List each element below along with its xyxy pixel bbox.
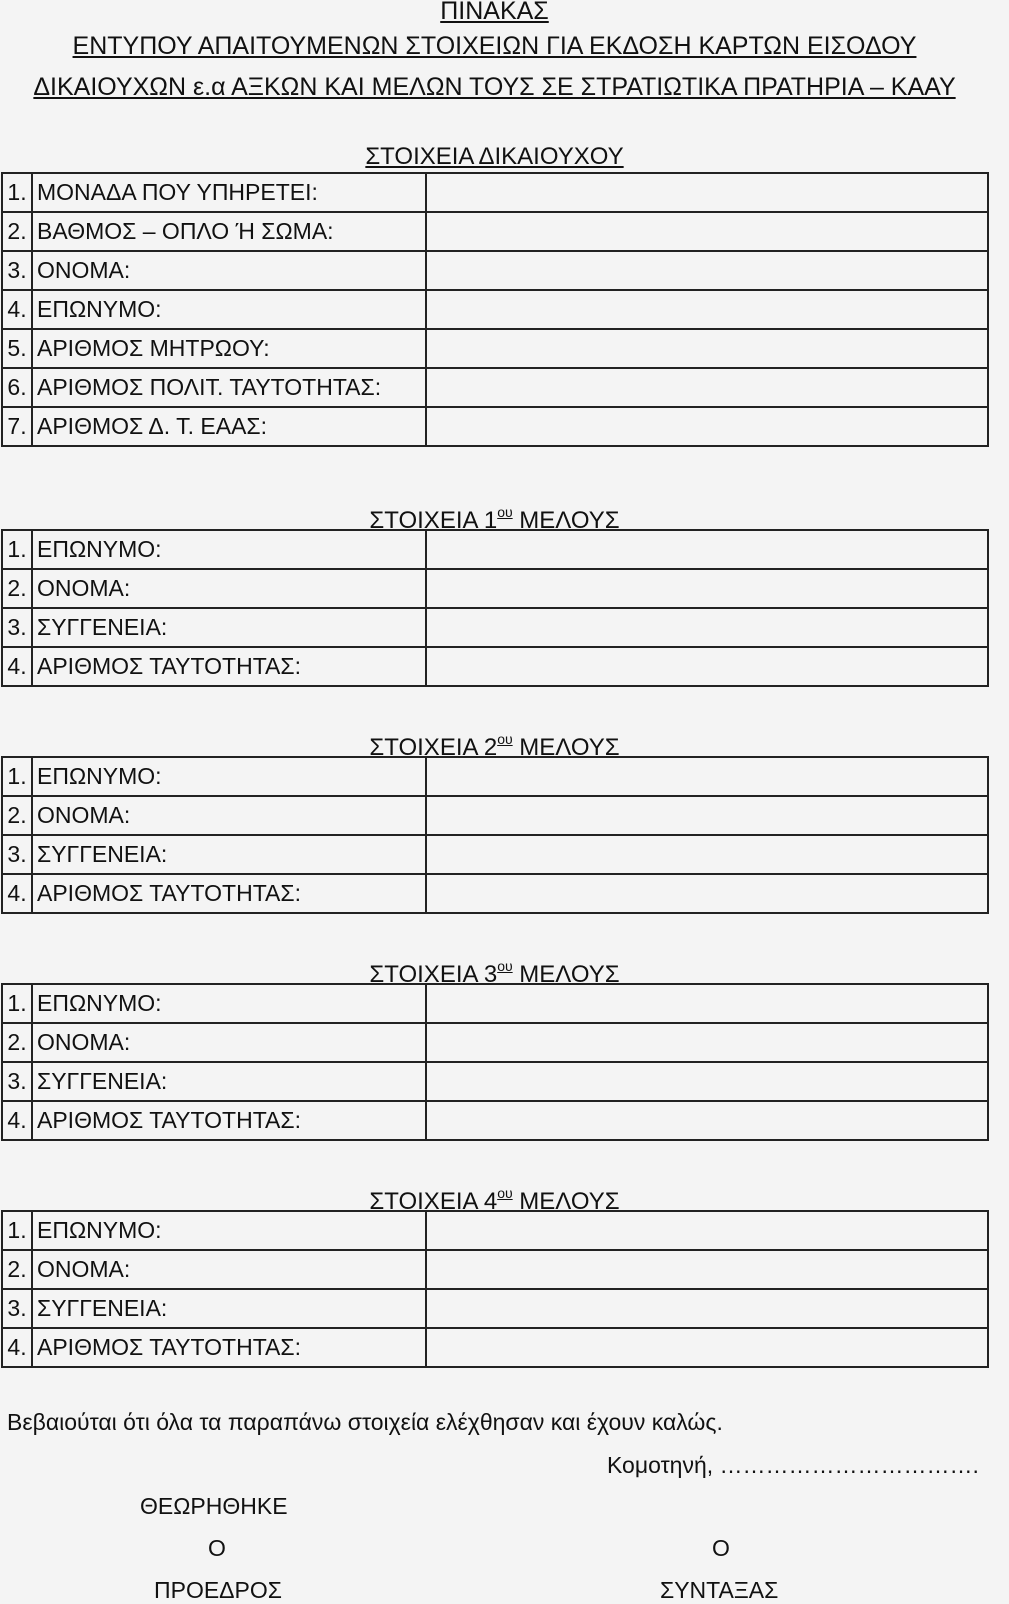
registry-number-field[interactable] bbox=[426, 329, 988, 368]
field-label: ΕΠΩΝΥΜΟ: bbox=[32, 984, 426, 1023]
field-label: ΑΡΙΘΜΟΣ Δ. Τ. ΕΑΑΣ: bbox=[32, 407, 426, 446]
seen-label: ΘΕΩΡΗΘΗΚΕ bbox=[140, 1493, 288, 1519]
field-label: ΒΑΘΜΟΣ – ΟΠΛΟ Ή ΣΩΜΑ: bbox=[32, 212, 426, 251]
member-2-last-name-field[interactable] bbox=[426, 757, 988, 796]
member-1-last-name-field[interactable] bbox=[426, 530, 988, 569]
row-number: 3. bbox=[2, 251, 32, 290]
field-label: ΕΠΩΝΥΜΟ: bbox=[32, 1211, 426, 1250]
civil-id-field[interactable] bbox=[426, 368, 988, 407]
row-number: 3. bbox=[2, 608, 32, 647]
row-number: 4. bbox=[2, 647, 32, 686]
field-label: ΑΡΙΘΜΟΣ ΜΗΤΡΩΟΥ: bbox=[32, 329, 426, 368]
table-row bbox=[2, 530, 988, 569]
member-4-last-name-field[interactable] bbox=[426, 1211, 988, 1250]
row-number: 5. bbox=[2, 329, 32, 368]
table-row bbox=[2, 796, 988, 835]
table-row bbox=[2, 407, 988, 446]
table-row bbox=[2, 368, 988, 407]
header-line-3: ΔΙΚΑΙΟΥΧΩΝ ε.α ΑΞΚΩΝ ΚΑΙ ΜΕΛΩΝ ΤΟΥΣ ΣΕ ΣΤΡΑΤΙΩΤΙΚΑ ΠΡΑΤΗΡΙΑ – ΚΑΑΥ bbox=[33, 73, 956, 101]
table-row bbox=[2, 329, 988, 368]
beneficiary-table bbox=[1, 172, 989, 447]
last-name-field[interactable] bbox=[426, 290, 988, 329]
member-1-first-name-field[interactable] bbox=[426, 569, 988, 608]
table-row bbox=[2, 874, 988, 913]
certification-text: Βεβαιούται ότι όλα τα παραπάνω στοιχεία ελέχθησαν και έχουν καλώς. bbox=[7, 1409, 723, 1435]
table-row bbox=[2, 173, 988, 212]
field-label: ΣΥΓΓΕΝΕΙΑ: bbox=[32, 1289, 426, 1328]
member-1-section-title: ΣΤΟΙΧΕΙΑ $1^{o\upsilon}$ ΜΕΛΟΥΣ bbox=[369, 504, 620, 534]
field-label: ΕΠΩΝΥΜΟ: bbox=[32, 290, 426, 329]
table-row bbox=[2, 1328, 988, 1367]
rank-field[interactable] bbox=[426, 212, 988, 251]
field-label: ΟΝΟΜΑ: bbox=[32, 1250, 426, 1289]
member-2-section-title: ΣΤΟΙΧΕΙΑ $2^{o\upsilon}$ ΜΕΛΟΥΣ bbox=[369, 731, 620, 761]
field-label: ΣΥΓΓΕΝΕΙΑ: bbox=[32, 835, 426, 874]
table-row bbox=[2, 1211, 988, 1250]
beneficiary-section-title: ΣΤΟΙΧΕΙΑ ΔΙΚΑΙΟΥΧΟΥ bbox=[365, 143, 624, 170]
first-name-field[interactable] bbox=[426, 251, 988, 290]
field-label: ΜΟΝΑΔΑ ΠΟΥ ΥΠΗΡΕΤΕΙ: bbox=[32, 173, 426, 212]
member-2-relation-field[interactable] bbox=[426, 835, 988, 874]
row-number: 1. bbox=[2, 1211, 32, 1250]
member-4-first-name-field[interactable] bbox=[426, 1250, 988, 1289]
field-label: ΑΡΙΘΜΟΣ ΤΑΥΤΟΤΗΤΑΣ: bbox=[32, 874, 426, 913]
row-number: 6. bbox=[2, 368, 32, 407]
place-date-line: Κομοτηνή, ……………………………. bbox=[607, 1452, 979, 1478]
field-label: ΣΥΓΓΕΝΕΙΑ: bbox=[32, 1062, 426, 1101]
field-label: ΑΡΙΘΜΟΣ ΤΑΥΤΟΤΗΤΑΣ: bbox=[32, 1101, 426, 1140]
table-row bbox=[2, 835, 988, 874]
field-label: ΑΡΙΘΜΟΣ ΤΑΥΤΟΤΗΤΑΣ: bbox=[32, 1328, 426, 1367]
member-4-table bbox=[1, 1210, 989, 1368]
field-label: ΕΠΩΝΥΜΟ: bbox=[32, 757, 426, 796]
row-number: 2. bbox=[2, 1023, 32, 1062]
member-2-id-field[interactable] bbox=[426, 874, 988, 913]
row-number: 1. bbox=[2, 530, 32, 569]
table-row bbox=[2, 608, 988, 647]
field-label: ΑΡΙΘΜΟΣ ΤΑΥΤΟΤΗΤΑΣ: bbox=[32, 647, 426, 686]
row-number: 4. bbox=[2, 1328, 32, 1367]
row-number: 2. bbox=[2, 212, 32, 251]
field-label: ΟΝΟΜΑ: bbox=[32, 569, 426, 608]
table-row bbox=[2, 1101, 988, 1140]
row-number: 2. bbox=[2, 796, 32, 835]
field-label: ΕΠΩΝΥΜΟ: bbox=[32, 530, 426, 569]
field-label: ΟΝΟΜΑ: bbox=[32, 251, 426, 290]
member-3-table bbox=[1, 983, 989, 1141]
right-signatory-article: Ο bbox=[712, 1535, 730, 1561]
member-4-section-title: ΣΤΟΙΧΕΙΑ $4^{o\upsilon}$ ΜΕΛΟΥΣ bbox=[369, 1185, 620, 1215]
table-row bbox=[2, 984, 988, 1023]
member-3-id-field[interactable] bbox=[426, 1101, 988, 1140]
member-4-id-field[interactable] bbox=[426, 1328, 988, 1367]
row-number: 1. bbox=[2, 173, 32, 212]
row-number: 1. bbox=[2, 984, 32, 1023]
row-number: 7. bbox=[2, 407, 32, 446]
header-line-2: ΕΝΤΥΠΟΥ ΑΠΑΙΤΟΥΜΕΝΩΝ ΣΤΟΙΧΕΙΩΝ ΓΙΑ ΕΚΔΟΣΗ ΚΑΡΤΩΝ ΕΙΣΟΔΟΥ bbox=[72, 32, 917, 60]
field-label: ΑΡΙΘΜΟΣ ΠΟΛΙΤ. ΤΑΥΤΟΤΗΤΑΣ: bbox=[32, 368, 426, 407]
table-row bbox=[2, 290, 988, 329]
row-number: 3. bbox=[2, 1289, 32, 1328]
president-label: ΠΡΟΕΔΡΟΣ bbox=[154, 1577, 282, 1603]
field-label: ΣΥΓΓΕΝΕΙΑ: bbox=[32, 608, 426, 647]
table-row bbox=[2, 1062, 988, 1101]
member-3-relation-field[interactable] bbox=[426, 1062, 988, 1101]
field-label: ΟΝΟΜΑ: bbox=[32, 1023, 426, 1062]
table-row bbox=[2, 1289, 988, 1328]
left-signatory-article: Ο bbox=[208, 1535, 226, 1561]
compiler-label: ΣΥΝΤΑΞΑΣ bbox=[660, 1577, 779, 1603]
table-row bbox=[2, 1023, 988, 1062]
member-3-section-title: ΣΤΟΙΧΕΙΑ $3^{o\upsilon}$ ΜΕΛΟΥΣ bbox=[369, 958, 620, 988]
member-3-last-name-field[interactable] bbox=[426, 984, 988, 1023]
table-row bbox=[2, 757, 988, 796]
member-4-relation-field[interactable] bbox=[426, 1289, 988, 1328]
unit-field[interactable] bbox=[426, 173, 988, 212]
table-row bbox=[2, 251, 988, 290]
member-2-table bbox=[1, 756, 989, 914]
member-1-id-field[interactable] bbox=[426, 647, 988, 686]
table-row bbox=[2, 569, 988, 608]
member-1-table bbox=[1, 529, 989, 687]
row-number: 4. bbox=[2, 1101, 32, 1140]
row-number: 3. bbox=[2, 1062, 32, 1101]
header-line-1: ΠΙΝΑΚΑΣ bbox=[440, 0, 549, 25]
row-number: 2. bbox=[2, 1250, 32, 1289]
table-row bbox=[2, 647, 988, 686]
table-row bbox=[2, 212, 988, 251]
row-number: 2. bbox=[2, 569, 32, 608]
row-number: 3. bbox=[2, 835, 32, 874]
eaas-id-field[interactable] bbox=[426, 407, 988, 446]
row-number: 1. bbox=[2, 757, 32, 796]
member-3-first-name-field[interactable] bbox=[426, 1023, 988, 1062]
row-number: 4. bbox=[2, 874, 32, 913]
member-1-relation-field[interactable] bbox=[426, 608, 988, 647]
table-row bbox=[2, 1250, 988, 1289]
row-number: 4. bbox=[2, 290, 32, 329]
field-label: ΟΝΟΜΑ: bbox=[32, 796, 426, 835]
member-2-first-name-field[interactable] bbox=[426, 796, 988, 835]
